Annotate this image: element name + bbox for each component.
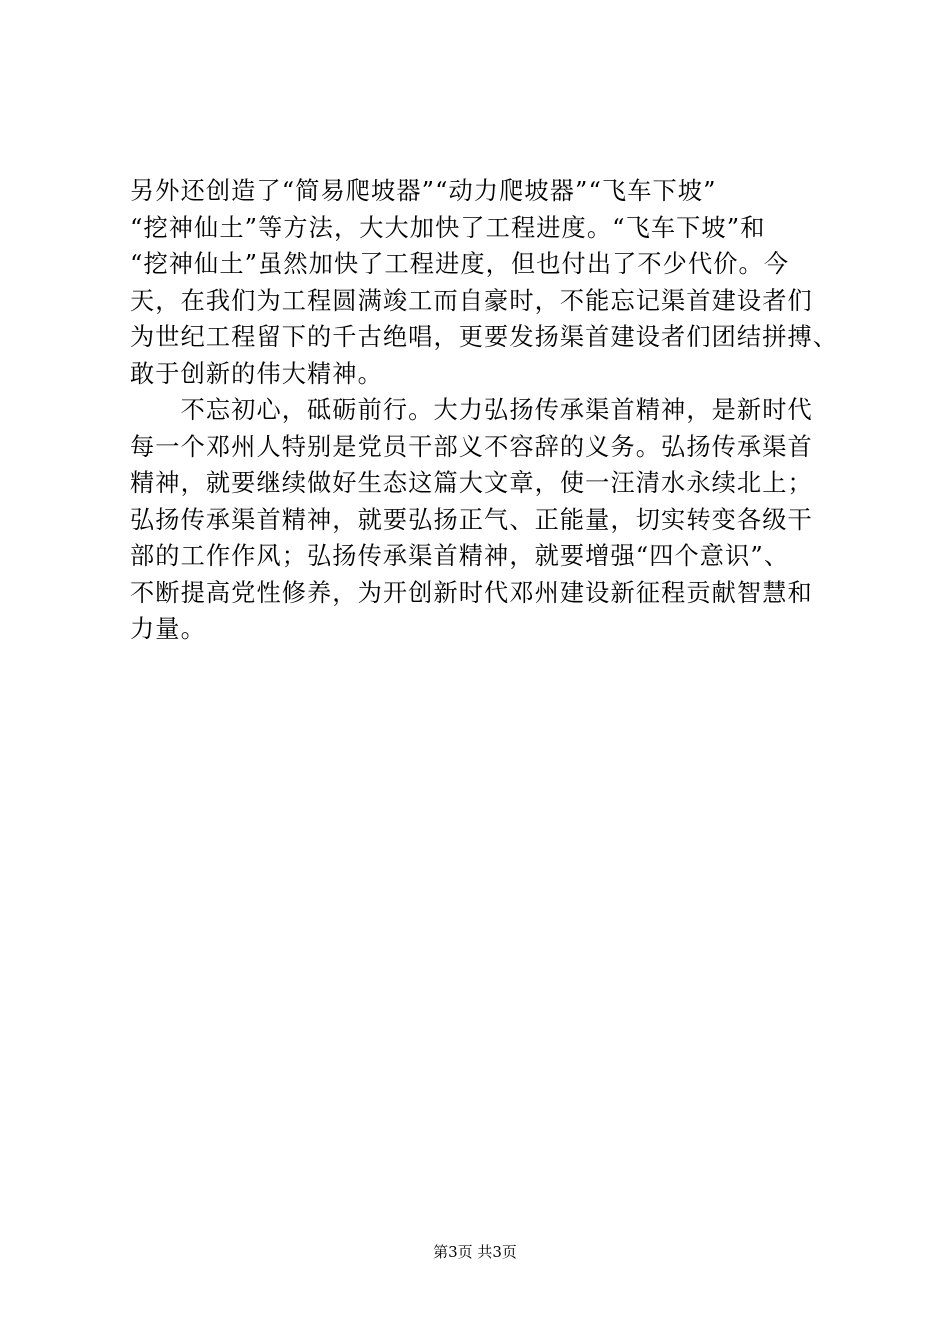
body-text	[130, 173, 839, 648]
text-line: 天，在我们为工程圆满竣工而自豪时，不能忘记渠首建设者们	[130, 286, 813, 315]
text-line: 不断提高党性修养，为开创新时代邓州建设新征程贡献智慧和	[130, 578, 813, 607]
page-footer: 第3页 共3页	[433, 1243, 517, 1261]
text-line: 力量。	[130, 615, 206, 643]
text-line: 另外还创造了“简易爬坡器”“动力爬坡器”“飞车下坡”	[130, 177, 717, 205]
text-line: “挖神仙土”等方法，大大加快了工程进度。“飞车下坡”和	[130, 213, 766, 242]
text-line: 精神，就要继续做好生态这篇大文章，使一汪清水永续北上；	[130, 469, 813, 497]
text-line: “挖神仙土”虽然加快了工程进度，但也付出了不少代价。今	[130, 250, 790, 278]
text-line: 弘扬传承渠首精神，就要弘扬正气、正能量，切实转变各级干	[130, 505, 813, 534]
text-line: 为世纪工程留下的千古绝唱，更要发扬渠首建设者们团结拼搏、	[130, 323, 839, 351]
text-line: 每一个邓州人特别是党员干部义不容辞的义务。弘扬传承渠首	[130, 432, 813, 461]
text-line: 部的工作作风；弘扬传承渠首精神，就要增强“四个意识”、	[130, 542, 790, 570]
text-line: 不忘初心，砥砺前行。大力弘扬传承渠首精神，是新时代	[130, 396, 813, 424]
text-line: 敢于创新的伟大精神。	[130, 359, 383, 388]
